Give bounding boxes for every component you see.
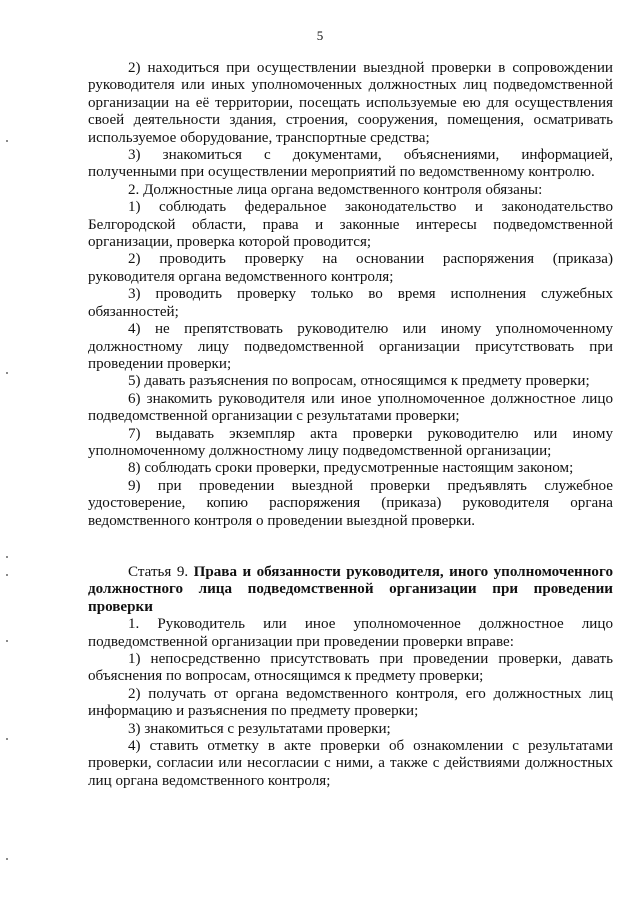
paragraph: 3) знакомиться с документами, объяснениями, информацией, полученными при осуществлении мероприятий по ведомственному контролю. [88,147,613,181]
paragraph: 3) знакомиться с результатами проверки; [128,720,391,737]
paragraph: 6) знакомить руководителя или иное уполномоченное должностное лицо подведомственной организации с результатами проверки; [88,390,613,425]
article-title: Права и обязанности руководителя, иного уполномоченного должностного лица подведомственной организации при проведении проверки [88,563,613,615]
paragraph: 7) выдавать экземпляр акта проверки руководителю или иному уполномоченному должностному лицу подведомственной организации; [88,425,613,459]
article-heading [88,564,613,616]
paragraph: 1) соблюдать федеральное законодательство и законодательство Белгородской области, права и законные интересы подведомственной организации, проверка которой проводится; [88,199,613,251]
paragraph: 5) давать разъяснения по вопросам, относящимся к предмету проверки; [128,373,590,390]
scan-margin-mark [6,556,8,558]
scan-margin-mark [6,640,8,642]
paragraph: 2. Должностные лица органа ведомственного контроля обязаны: [128,181,543,198]
paragraph: 9) при проведении выездной проверки предъявлять служебное удостоверение, копию распоряжения (приказа) руководителя органа ведомственного контроля о проведении выездной проверки. [88,477,613,529]
paragraph: 1) непосредственно присутствовать при проведении проверки, давать объяснения по вопросам, относящимся к предмету проверки; [88,651,613,685]
scan-margin-mark [6,738,8,740]
paragraph: 4) ставить отметку в акте проверки об ознакомлении с результатами проверки, согласии или несогласии с ними, а также с действиями должностных лиц органа ведомственного контроля; [88,738,613,789]
paragraph: 2) проводить проверку на основании распоряжения (приказа) руководителя органа ведомственного контроля; [88,251,613,285]
document-body [88,60,613,790]
paragraph: 2) находиться при осуществлении выездной проверки в сопровождении руководителя или иных уполномоченных должностных лиц подведомственной организации на её территории, посещать используемые ею для осуществления своей деятельности здания, строения, сооружения, помещения, осматривать используемое оборудование, транспортные средства; [88,60,613,146]
scan-margin-mark [6,140,8,142]
article-number: Статья 9. [128,563,194,580]
paragraph: 1. Руководитель или иное уполномоченное должностное лицо подведомственной организации при проведении проверки вправе: [88,616,613,650]
scan-margin-mark [6,574,8,576]
page-number: 5 [316,28,324,43]
paragraph: 4) не препятствовать руководителю или иному уполномоченному должностному лицу подведомственной организации присутствовать при проведении проверки; [88,321,613,372]
paragraph: 3) проводить проверку только во время исполнения служебных обязанностей; [88,286,613,320]
section-gap [88,530,613,564]
scan-margin-mark [6,372,8,374]
paragraph: 2) получать от органа ведомственного контроля, его должностных лиц информацию и разъяснения по предмету проверки; [88,685,613,720]
paragraph: 8) соблюдать сроки проверки, предусмотренные настоящим законом; [128,460,574,477]
scan-margin-mark [6,858,8,860]
